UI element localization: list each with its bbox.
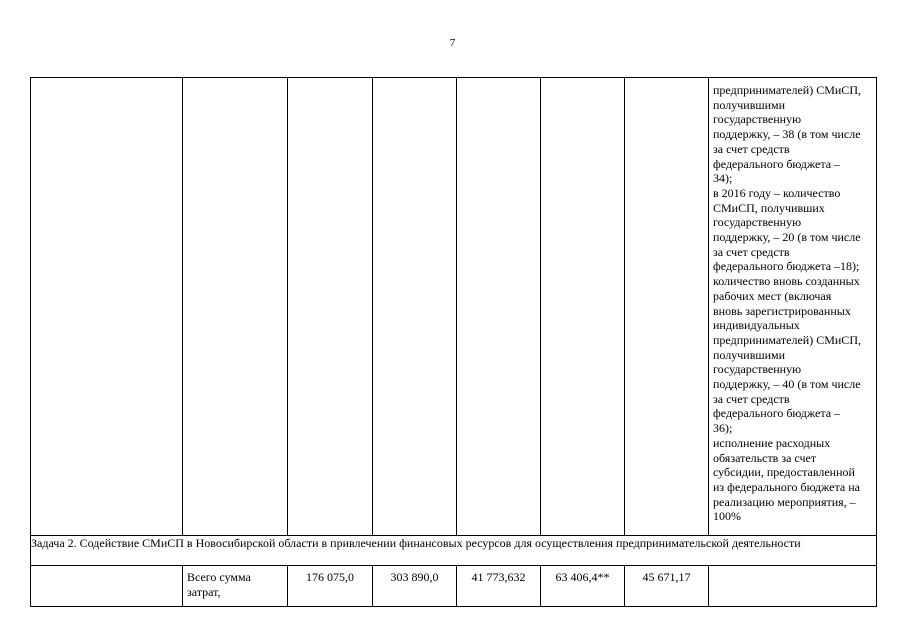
task-2-row (31, 536, 877, 566)
result-line: поддержку, – 38 (в том числе (713, 127, 861, 142)
result-line: государственную (713, 215, 802, 230)
result-line: 34); (713, 171, 733, 186)
result-line: государственную (713, 362, 802, 377)
result-line: получившими (713, 347, 786, 362)
empty-cell (183, 78, 288, 536)
empty-cell (457, 78, 541, 536)
total-costs-label (183, 566, 288, 607)
result-line: поддержку, – 40 (в том числе (713, 377, 861, 392)
result-line: субсидии, предоставленной (713, 465, 855, 480)
program-table (30, 77, 877, 607)
result-line: за счет средств (713, 391, 790, 406)
result-line: исполнение расходных (713, 435, 831, 450)
result-line: предпринимателей) СМиСП, (713, 83, 861, 97)
cost-value: 303 890,0 (373, 566, 457, 607)
empty-cell (709, 566, 877, 607)
result-line: предпринимателей) СМиСП, (713, 332, 861, 347)
result-line: за счет средств (713, 141, 790, 156)
empty-cell (31, 566, 183, 607)
result-line: федерального бюджета – (713, 406, 841, 421)
empty-cell (288, 78, 373, 536)
empty-cell (31, 78, 183, 536)
result-line: 100% (713, 509, 741, 524)
continuation-row (31, 78, 877, 536)
empty-cell (373, 78, 457, 536)
result-line: федерального бюджета – (713, 156, 841, 171)
result-line: вновь зарегистрированных (713, 303, 851, 318)
result-line: индивидуальных (713, 318, 800, 333)
cost-value: 176 075,0 (288, 566, 373, 607)
result-line: федерального бюджета –18); (713, 259, 860, 274)
result-line: 36); (713, 421, 733, 436)
total-costs-row (31, 566, 877, 607)
result-line: получившими (713, 97, 786, 112)
expected-results-cell (709, 78, 877, 536)
total-costs-label-line: Всего сумма (187, 570, 251, 584)
page-number: 7 (449, 37, 456, 49)
task-2-title: Задача 2. Содействие СМиСП в Новосибирской области в привлечении финансовых ресурсов для осуществления предпринимательской деятельности (31, 536, 877, 566)
result-line: государственную (713, 112, 802, 127)
result-line: реализацию мероприятия, – (713, 494, 856, 509)
result-line: в 2016 году – количество (713, 185, 841, 200)
cost-value: 63 406,4** (541, 566, 625, 607)
cost-value: 45 671,17 (625, 566, 709, 607)
total-costs-label-line: затрат, (187, 584, 221, 599)
result-line: поддержку, – 20 (в том числе (713, 230, 861, 245)
result-line: рабочих мест (включая (713, 288, 832, 303)
result-line: обязательств за счет (713, 450, 817, 465)
result-line: из федерального бюджета на (713, 479, 860, 494)
result-line: количество вновь созданных (713, 274, 860, 289)
cost-value: 41 773,632 (457, 566, 541, 607)
result-line: за счет средств (713, 244, 790, 259)
empty-cell (625, 78, 709, 536)
result-line: СМиСП, получивших (713, 200, 825, 215)
empty-cell (541, 78, 625, 536)
